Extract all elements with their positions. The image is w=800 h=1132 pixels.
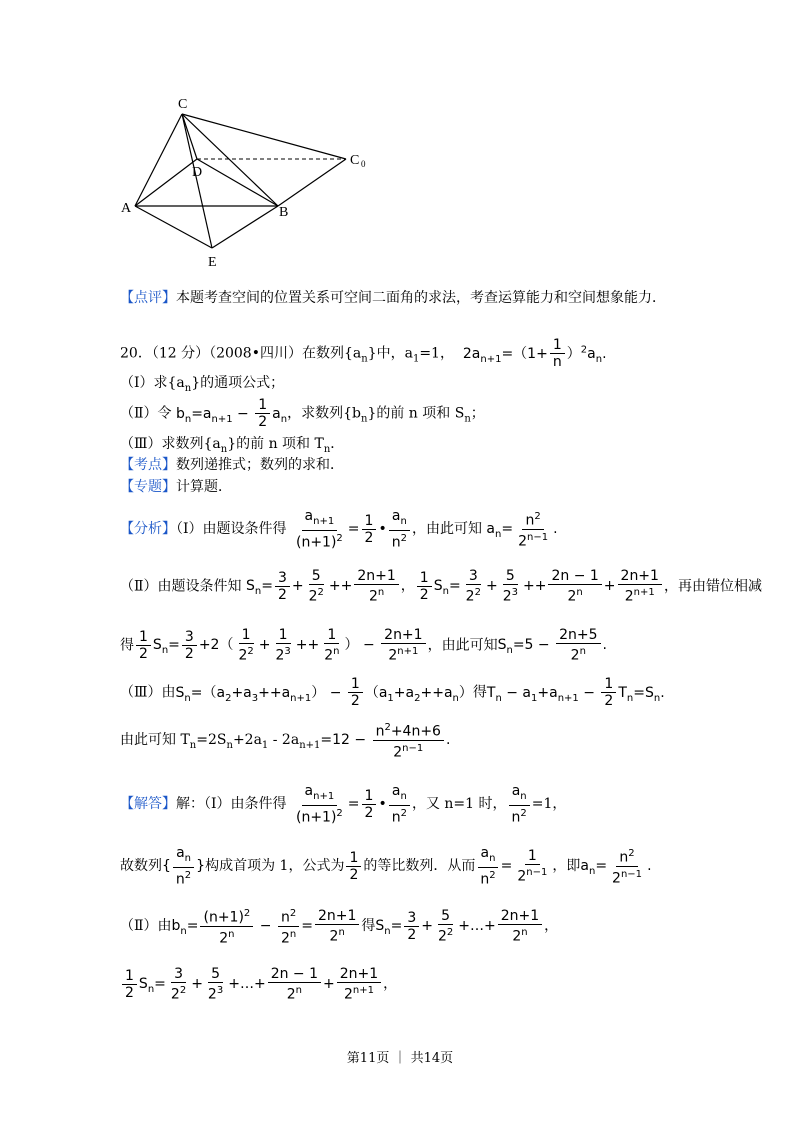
label-c: C	[178, 97, 188, 112]
analysis-line-3: 得 $\frac{1}{2}$ $S_n=$ $\frac{3}{2}$ +2（ $\frac{1}{2^2}$ + $\frac{1}{2^3}$ ++ $\frac{1}{2^n}$ ） − $\frac{2n+1}{2^{n+1}}$ ，由此可知$S_n=5$ − $\frac{2n+5}{2^n}$ .	[120, 627, 607, 664]
zhuanti-line: 【专题】计算题．	[120, 479, 232, 495]
label-e: E	[208, 255, 217, 270]
question-1: （Ⅰ）求$\{a_n\}$的通项公式；	[120, 375, 285, 394]
analysis-line-4: （Ⅲ）由$S_n=(a_2+a_3++a_{n+1})$ − $\frac{1}{2}$ $(a_1+a_2++a_n)$得$T_n - a_1+a_{n+1}$ − $\frac{1}{2}$ $T_n=S_n$.	[120, 676, 665, 709]
edge-ce	[182, 114, 212, 248]
bn-definition: $b_n=a_{n+1}$ − $\frac{1}{2}$ $a_n$	[175, 397, 288, 430]
label-b: B	[279, 205, 289, 220]
label-a: A	[121, 201, 132, 216]
analysis-line-1: 【分析】（Ⅰ）由题设条件得 $\frac{a_{n+1}}{(n+1)^2}$ = $\frac{1}{2}$ • $\frac{a_n}{n^2}$ ，由此可知 $a_n=$ $\frac{n^2}{2^{n-1}}$ .	[120, 508, 558, 551]
page-number: 第11页	[346, 1051, 390, 1066]
solution-line-2: 故数列{ $\frac{a_n}{n^2}$ }构成首项为 1，公式为 $\frac{1}{2}$ 的等比数列．从而 $\frac{a_n}{n^2}$ = $\frac{1}{2^{n-1}}$ ，即$a_n=$ $\frac{n^2}{2^{n-1}}$ .	[120, 845, 652, 888]
analysis-line-5: 由此可知 $T_n=2S_n+2a_1 - 2a_{n+1}=12$ − $\frac{n^2+4n+6}{2^{n-1}}$ .	[120, 722, 451, 761]
comment-tag: 【点评】	[120, 290, 176, 306]
kaodian-line: 【考点】数列递推式；数列的求和．	[120, 457, 344, 473]
page-footer	[0, 1047, 800, 1066]
footer-separator: ｜	[393, 1051, 407, 1066]
edge-cc0	[182, 114, 346, 159]
edge-db	[197, 159, 278, 206]
page-total: 共14页	[410, 1051, 454, 1066]
comment-line	[120, 288, 666, 308]
problem-statement: 20．（12 分）（2008•四川）在数列$\{a_n\}$中，$a_1=1$， $2a_{n+1}=(1+$ $\frac{1}{n}$ ）$^2a_n$.	[120, 337, 607, 370]
edge-be	[212, 206, 278, 248]
comment-text: 本题考查空间的位置关系可空间二面角的求法，考查运算能力和空间想象能力．	[176, 290, 666, 306]
solution-line-3: （Ⅱ）由$b_n=$ $\frac{(n+1)^2}{2^n}$ − $\frac{n^2}{2^n}$ = $\frac{2n+1}{2^n}$ 得$S_n=$ $\frac{3}{2}$ + $\frac{5}{2^2}$ +…+ $\frac{2n+1}{2^n}$ ，	[120, 907, 559, 947]
solution-line-1: 【解答】解：（Ⅰ）由条件得 $\frac{a_{n+1}}{(n+1)^2}$ = $\frac{1}{2}$ • $\frac{a_n}{n^2}$ ，又 n=1 时， $\frac{a_n}{n^2}$ =1，	[120, 783, 567, 826]
question-2: （Ⅱ）令 $b_n=a_{n+1}$ − $\frac{1}{2}$ $a_n$，求数列$\{b_n\}$的前 n 项和 $S_n$；	[120, 397, 485, 430]
recurrence-formula: $2a_{n+1}=(1+$ $\frac{1}{n}$ ）$^2a_n$.	[458, 337, 607, 370]
edge-ae	[135, 206, 212, 248]
edge-ad	[135, 159, 197, 206]
analysis-line-2: （Ⅱ）由题设条件知 $S_n=$ $\frac{3}{2}$ + $\frac{5}{2^2}$ ++ $\frac{2n+1}{2^n}$ ， $\frac{1}{2}$ $S_n=$ $\frac{3}{2^2}$ + $\frac{5}{2^3}$ ++ $\frac{2n - 1}{2^n}$ + $\frac{2n+1}{2^{n+1}}$ ，再由错位相减	[120, 568, 762, 605]
solution-line-4: $\frac{1}{2}$ $S_n=$ $\frac{3}{2^2}$ + $\frac{5}{2^3}$ +…+ $\frac{2n - 1}{2^n}$ + $\frac{2n+1}{2^{n+1}}$ ，	[120, 966, 397, 1003]
edge-ca	[135, 114, 182, 206]
edge-bc0	[278, 159, 346, 206]
label-c0: C	[350, 153, 360, 168]
geometry-figure	[110, 90, 390, 275]
question-3: （Ⅲ）求数列$\{a_n\}$的前 n 项和 $T_n$．	[120, 436, 345, 455]
label-d: D	[192, 165, 203, 180]
label-c0-sub: 0	[361, 159, 366, 169]
